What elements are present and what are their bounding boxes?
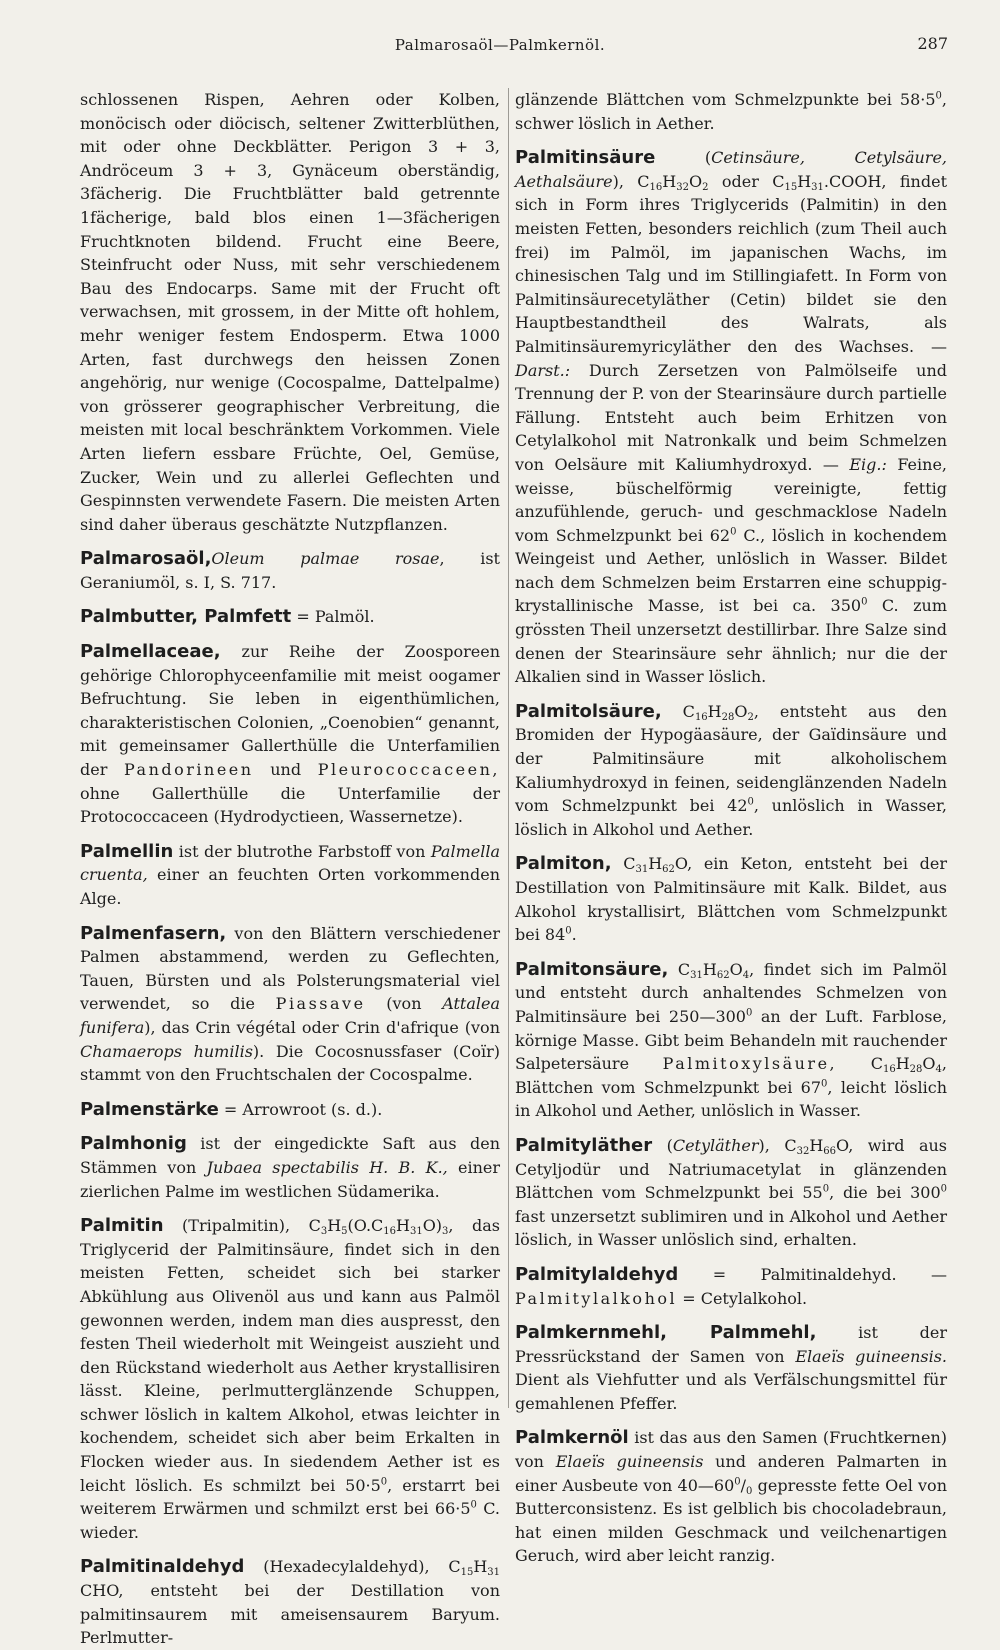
headword: Palmbutter, Palmfett bbox=[80, 606, 292, 628]
entry-text: ), C bbox=[758, 1135, 797, 1155]
entry-text: ), das Crin végétal oder Crin d'afrique (von bbox=[144, 1017, 500, 1037]
subscript: 0 bbox=[746, 1485, 753, 1497]
entry-palmbutter bbox=[80, 605, 500, 629]
entry-text: ist der Pressrückstand der Samen von bbox=[515, 1323, 947, 1366]
entry-text: H bbox=[648, 854, 663, 874]
entry-palmitin bbox=[80, 1214, 500, 1544]
subscript: 32 bbox=[796, 1145, 810, 1157]
entry-text: C bbox=[837, 1054, 883, 1074]
entry-text: H bbox=[396, 1216, 410, 1236]
entry-text: O bbox=[734, 701, 748, 721]
headword: Palmkernmehl, Palmmehl, bbox=[515, 1322, 817, 1344]
subscript: 4 bbox=[935, 1064, 942, 1076]
entry-text: oder C bbox=[708, 171, 785, 191]
headword: Palmitonsäure, bbox=[515, 958, 669, 980]
subscript: 5 bbox=[341, 1226, 348, 1238]
headword: Palmellin bbox=[80, 840, 174, 862]
entry-text: und anderen Palmarten in einer Ausbeute von 40—60 bbox=[515, 1452, 948, 1495]
subscript: 66 bbox=[823, 1145, 837, 1157]
entry-text: Durch Zersetzen von Palmölseife und Trennung der P. von der Stearinsäure durch partielle Fällung. Entsteht auch beim Erhitzen von Cetylalkohol mit Natronkalk und beim Schmelzen von Oelsäure mit Kaliumhydroxyd. — bbox=[515, 360, 947, 474]
entry-text: Feine, weisse, büschelförmig vereinigte, fettig anzufühlende, geruch- und geschmacklose Nadeln vom Schmelzpunkt bei 62 bbox=[515, 454, 947, 545]
entry-text: Darst.: bbox=[515, 360, 571, 380]
entry-text: ( bbox=[655, 148, 712, 168]
superscript: 0 bbox=[940, 1183, 948, 1195]
entry-palmenfasern bbox=[80, 922, 500, 1087]
entry-palmarosaoel bbox=[80, 547, 500, 594]
subscript: 62 bbox=[662, 864, 675, 876]
headword: Palmellaceae, bbox=[80, 641, 221, 663]
entry-palmae-continuation bbox=[80, 88, 500, 536]
subscript: 3 bbox=[442, 1226, 449, 1238]
entry-palmitolsaeure bbox=[515, 700, 947, 842]
entry-text: , findet sich im Palmöl und entsteht durch anhaltendes Schmelzen von Palmitinsäure bei 250—300 bbox=[515, 959, 947, 1026]
entry-text: Palmitoxylsäure, bbox=[662, 1054, 838, 1074]
entry-text: . bbox=[571, 925, 577, 945]
entry-text: , schwer löslich in Aether. bbox=[515, 90, 947, 133]
superscript: 0 bbox=[734, 1476, 741, 1488]
right-column bbox=[515, 88, 947, 1568]
entry-text: , Blättchen vom Schmelzpunkt bei 67 bbox=[515, 1054, 947, 1097]
subscript: 31 bbox=[487, 1567, 500, 1579]
left-column bbox=[80, 88, 500, 1650]
entry-palmenstaerke bbox=[80, 1098, 500, 1122]
subscript: 31 bbox=[635, 864, 649, 876]
entry-text: Oleum palmae rosae bbox=[211, 549, 440, 569]
entry-palmkernmehl bbox=[515, 1321, 947, 1415]
subscript: 31 bbox=[409, 1226, 423, 1238]
superscript: 0 bbox=[747, 796, 754, 808]
column-divider bbox=[508, 88, 509, 1408]
entry-text: Piassave bbox=[275, 994, 366, 1014]
entry-text: (Tripalmitin), C bbox=[163, 1216, 321, 1236]
entry-text: C., löslich in kochendem Weingeist und Aether, unlöslich in Wasser. Bildet nach dem Schmelzen beim Erstarren eine schuppig-krystallinische Masse, ist bei ca. 350 bbox=[515, 525, 947, 616]
entry-text: Palmella cruenta, bbox=[80, 841, 500, 885]
entry-text: von den Blättern verschiedener Palmen abstammend, werden zu Geflechten, Tauen, Bürsten und als Polsterungsmaterial viel verwendet, so die bbox=[80, 923, 500, 1014]
subscript: 28 bbox=[721, 711, 735, 723]
entry-text: C bbox=[661, 701, 695, 721]
superscript: 0 bbox=[730, 526, 737, 538]
headword: Palmhonig bbox=[80, 1133, 187, 1155]
headword: Palmitylaldehyd bbox=[515, 1263, 679, 1285]
entry-palmkernoel bbox=[515, 1426, 947, 1568]
entry-text: ( bbox=[652, 1135, 673, 1155]
superscript: 0 bbox=[565, 925, 572, 937]
entry-palmellaceae bbox=[80, 640, 500, 829]
entry-palmitinaldehyd-continuation bbox=[515, 88, 947, 135]
entry-text: (O.C bbox=[347, 1216, 384, 1236]
superscript: 0 bbox=[745, 1007, 753, 1019]
entry-text: , leicht löslich in Alkohol und Aether, unlöslich in Wasser. bbox=[515, 1077, 947, 1121]
entry-text: (von bbox=[365, 994, 443, 1014]
entry-text: und bbox=[253, 760, 318, 780]
entry-text: , unlöslich in Wasser, löslich in Alkohol und Aether. bbox=[515, 796, 947, 839]
subscript: 31 bbox=[811, 181, 824, 193]
entry-text: , erstarrt bei weiterem Erwärmen und schmilzt erst bei 66·5 bbox=[80, 1475, 500, 1519]
headword: Palmitinaldehyd bbox=[80, 1556, 245, 1578]
entry-text: schlossenen Rispen, Aehren oder Kolben, monöcisch oder diöcisch, seltener Zwitterblüthen, mit oder ohne Deckblätter. Perigon 3 + 3, Andröceum 3 + 3, Gynäceum oberständig, 3fächerig. Die Fruchtblätter bald getrennte 1fächerige, bald blos einen 1—3fächerigen Fruchtknoten bildend. Frucht eine Beere, Steinfrucht oder Nuss, mit sehr verschiedenem Bau des Endocarps. Same mit der Frucht oft verwachsen, mit grossem, in der Mitte oft hohlem, mehr weniger festem Endosperm. Etwa 1000 Arten, fast durchwegs den heissen Zonen angehörig, nur wenige (Cocospalme, Dattelpalme) von grösserer geographischer Verbreitung, die meisten mit local beschränktem Vorkommen. Viele Arten liefern essbare Früchte, Oel, Gemüse, Zucker, Wein und zu allerlei Geflechten und Gespinnsten verwendete Fasern. Die meisten Arten sind daher überaus geschätzte Nutzpflanzen. bbox=[80, 90, 500, 534]
entry-text: ist der eingedickte Saft aus den Stämmen von bbox=[80, 1134, 500, 1177]
headword: Palmkernöl bbox=[515, 1427, 629, 1449]
entry-text: Dient als Viehfutter und als Verfälschungsmittel für gemahlenen Pfeffer. bbox=[515, 1370, 947, 1413]
subscript: 15 bbox=[784, 181, 798, 193]
subscript: 4 bbox=[742, 969, 750, 981]
subscript: 2 bbox=[702, 181, 709, 193]
entry-text: , die bei 300 bbox=[829, 1183, 941, 1203]
entry-text: gepresste fette Oel von Butterconsistenz. Es ist gelblich bis chocoladebraun, hat einen milden Geschmack und veilchenartigen Geruch, wird aber leicht ranzig. bbox=[515, 1475, 947, 1566]
entry-palmitinsaeure bbox=[515, 146, 947, 689]
entry-text: ohne Gallerthülle die Unterfamilie der Protococcaceen (Hydrodyctieen, Wassernetze). bbox=[80, 783, 500, 827]
entry-text: , das Triglycerid der Palmitinsäure, findet sich in den meisten Fetten, scheidet sich bei starker Abkühlung aus Olivenöl aus und kann aus Palmöl gewonnen werden, indem man dies auspresst, den festen Theil wiederholt mit Weingeist auszieht und den Rückstand wiederholt aus Aether krystallisiren lässt. Kleine, perlmutterglänzende Schuppen, schwer löslich in kaltem Alkohol, etwas leichter in kochendem, scheidet sich aber beim Erkalten in Flocken wieder aus. In siedendem Aether ist es leicht löslich. Es schmilzt bei 50·5 bbox=[80, 1216, 500, 1495]
entry-text: H bbox=[797, 171, 812, 191]
entry-text: C bbox=[611, 854, 636, 874]
entry-text: / bbox=[740, 1475, 747, 1495]
entry-text: , entsteht aus den Bromiden der Hypogäasäure, der Gaïdinsäure und der Palmitinsäure mit alkoholischem Kaliumhydroxyd in feinen, seidenglänzenden Nadeln vom Schmelzpunkt bei 42 bbox=[515, 701, 948, 816]
entry-text: O bbox=[729, 959, 743, 979]
entry-text: ). Die Cocosnussfaser (Coïr) stammt von den Fruchtschalen der Cocospalme. bbox=[80, 1041, 500, 1085]
superscript: 0 bbox=[380, 1476, 388, 1488]
entry-text: = Cetylalkohol. bbox=[677, 1288, 808, 1308]
entry-text: Elaeïs guineensis bbox=[555, 1452, 704, 1472]
entry-text: H bbox=[473, 1557, 488, 1577]
entry-text: C. wieder. bbox=[80, 1499, 500, 1542]
subscript: 2 bbox=[747, 711, 754, 723]
entry-text: einer zierlichen Palme im westlichen Südamerika. bbox=[80, 1157, 501, 1201]
entry-palmhonig bbox=[80, 1132, 500, 1203]
entry-text: = Arrowroot (s. d.). bbox=[218, 1099, 383, 1119]
entry-text: H bbox=[809, 1135, 824, 1155]
superscript: 0 bbox=[822, 1183, 830, 1195]
subscript: 16 bbox=[882, 1064, 896, 1076]
entry-text: Elaeïs guineensis. bbox=[795, 1346, 948, 1366]
entry-palmellin bbox=[80, 840, 500, 911]
entry-text: (Hexadecylaldehyd), C bbox=[244, 1557, 461, 1577]
subscript: 15 bbox=[460, 1567, 474, 1579]
headword: Palmiton, bbox=[515, 853, 612, 875]
entry-text: O, ein Keton, entsteht bei der Destillation von Palmitinsäure mit Kalk. Bildet, aus Alkohol krystallisirt, Blättchen vom Schmelzpunkt bei 84 bbox=[515, 854, 948, 945]
superscript: 0 bbox=[470, 1499, 477, 1511]
subscript: 3 bbox=[320, 1226, 328, 1238]
entry-text: H bbox=[702, 959, 717, 979]
entry-text: H bbox=[662, 171, 677, 191]
entry-text: O, wird aus Cetyljodür und Natriumacetylat in glänzenden Blättchen vom Schmelzpunkt bei 55 bbox=[515, 1135, 948, 1203]
entry-text: Cetyläther bbox=[672, 1135, 759, 1155]
entry-palmiton bbox=[515, 852, 947, 946]
entry-text: Eig.: bbox=[849, 454, 887, 474]
entry-text: H bbox=[707, 701, 722, 721]
entry-text: einer an feuchten Orten vorkommenden Alge. bbox=[80, 865, 500, 908]
headword: Palmarosaöl, bbox=[80, 548, 212, 570]
entry-text: H bbox=[327, 1216, 342, 1236]
entry-palmitonsaeure bbox=[515, 958, 947, 1123]
entry-text: O bbox=[688, 171, 703, 191]
headword: Palmitinsäure bbox=[515, 147, 656, 169]
entry-text: fast unzersetzt sublimiren und in Alkohol und Aether löslich, in Wasser unlöslich sind, erhalten. bbox=[515, 1206, 947, 1250]
entry-text: O bbox=[922, 1054, 936, 1074]
headword: Palmityläther bbox=[515, 1134, 653, 1156]
entry-palmitylaldehyd bbox=[515, 1263, 947, 1310]
page-number: 287 bbox=[917, 34, 948, 53]
entry-text: Cetinsäure, Cetylsäure, Aethalsäure bbox=[515, 148, 947, 191]
headword: Palmenstärke bbox=[80, 1098, 219, 1120]
entry-text: C. zum grössten Theil unzersetzt destillirbar. Ihre Salze sind denen der Stearinsäure sehr ähnlich; nur die der Alkalien sind in Wasser löslich. bbox=[515, 596, 947, 687]
entry-text: Palmitylalkohol bbox=[515, 1288, 678, 1308]
entry-text: ist das aus den Samen (Fruchtkernen) von bbox=[515, 1428, 947, 1472]
entry-text: = Palmitinaldehyd. — bbox=[678, 1264, 947, 1284]
subscript: 16 bbox=[649, 181, 663, 193]
entry-text: .COOH, findet sich in Form ihres Triglycerids (Palmitin) in den meisten Fetten, besonders reichlich (zum Theil auch frei) im Palmöl, im japanischen Wachs, im chinesischen Talg und im Stillingiafett. In Form von Palmitinsäurecetyläther (Cetin) bildet sie den Hauptbestandtheil des Walrats, als Palmitinsäuremyricyläther den des Wachses. — bbox=[515, 171, 947, 356]
subscript: 16 bbox=[383, 1226, 396, 1238]
subscript: 62 bbox=[716, 969, 730, 981]
entry-text: H bbox=[895, 1054, 910, 1074]
entry-text: = Palmöl. bbox=[291, 607, 375, 627]
entry-text: C bbox=[668, 959, 691, 979]
entry-text: Attalea funifera bbox=[80, 994, 501, 1037]
subscript: 28 bbox=[909, 1064, 923, 1076]
superscript: 0 bbox=[821, 1078, 828, 1090]
entry-text: Pandorineen bbox=[124, 760, 254, 780]
entry-text: Chamaerops humilis bbox=[80, 1041, 253, 1061]
headword: Palmenfasern, bbox=[80, 922, 227, 944]
entry-text: CHO, entsteht bei der Destillation von palmitinsaurem mit ameisensaurem Baryum. Perlmutter- bbox=[80, 1581, 500, 1648]
entry-text: , ist Geraniumöl, s. I, S. 717. bbox=[80, 549, 500, 592]
entry-text: ist der blutrothe Farbstoff von bbox=[173, 841, 431, 861]
entry-text: ), C bbox=[612, 171, 650, 191]
entry-text: zur Reihe der Zoosporeen gehörige Chlorophyceenfamilie mit meist oogamer Befruchtung. Sie leben in eigenthümlichen, charakteristischen Colonien, „Coenobien“ genannt, mit gemeinsamer Gallerthülle die Unterfamilien der bbox=[80, 642, 500, 780]
subscript: 16 bbox=[694, 711, 708, 723]
entry-palmitinaldehyd bbox=[80, 1555, 500, 1649]
superscript: 0 bbox=[861, 597, 868, 609]
entry-palmitylaether bbox=[515, 1134, 947, 1252]
subscript: 31 bbox=[690, 969, 703, 981]
headword: Palmitin bbox=[80, 1215, 164, 1237]
running-head: Palmarosaöl—Palmkernöl. bbox=[394, 36, 606, 54]
superscript: 0 bbox=[935, 90, 942, 102]
entry-text: an der Luft. Farblose, körnige Masse. Gibt beim Behandeln mit rauchender Salpetersäure bbox=[515, 1006, 948, 1074]
entry-text: glänzende Blättchen vom Schmelzpunkte bei 58·5 bbox=[515, 90, 936, 109]
headword: Palmitolsäure, bbox=[515, 700, 662, 722]
entry-text: Jubaea spectabilis H. B. K., bbox=[206, 1157, 448, 1177]
subscript: 32 bbox=[676, 181, 689, 193]
entry-text: O) bbox=[422, 1216, 443, 1236]
entry-text: Pleurococcaceen, bbox=[317, 760, 500, 780]
